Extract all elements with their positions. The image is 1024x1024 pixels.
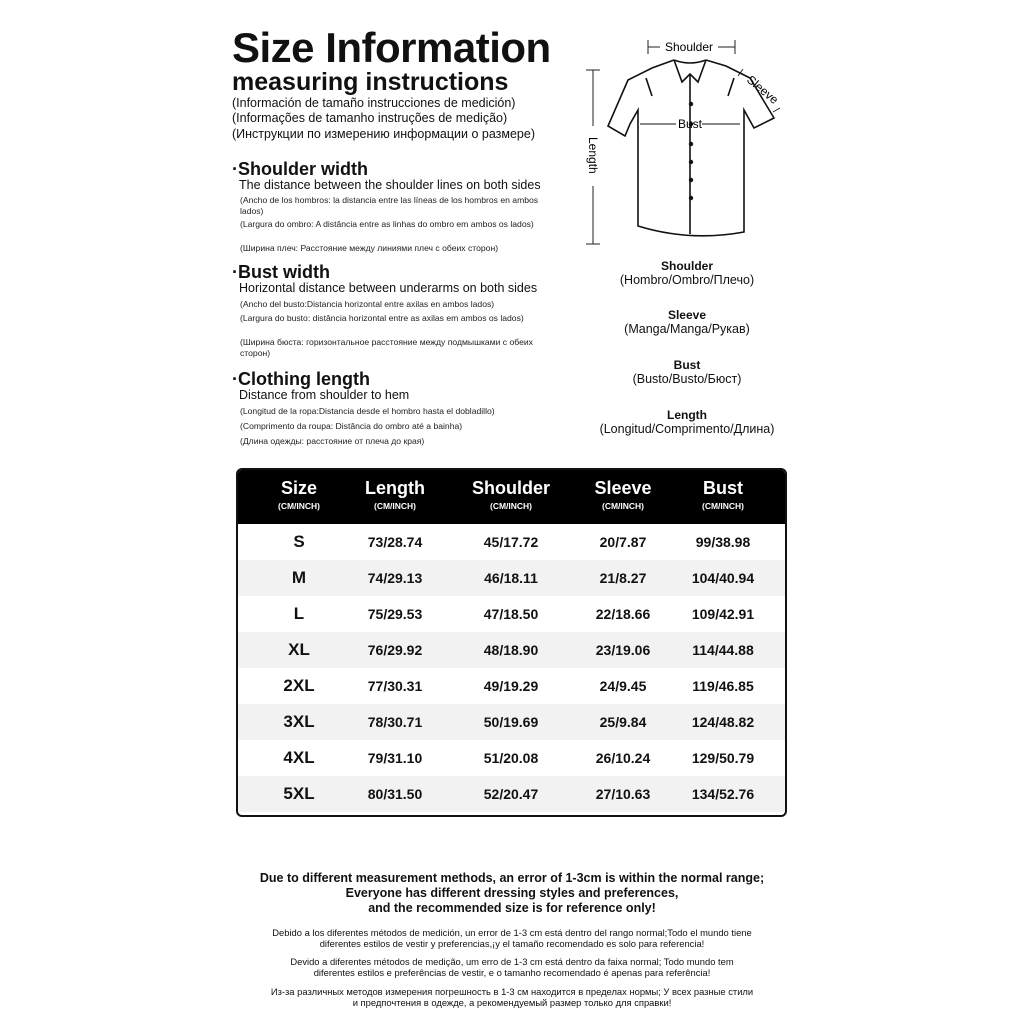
page-subtitle: measuring instructions (232, 68, 509, 96)
shoulder-width-desc: The distance between the shoulder lines on both sides (239, 178, 541, 192)
note-bold-line-1: Due to different measurement methods, an error of 1-3cm is within the normal range; (259, 871, 765, 885)
shoulder-width-heading: ·Shoulder width (232, 159, 368, 179)
header-sleeve: Sleeve (CM/INCH) (594, 478, 652, 511)
bust-width-pt: (Largura do busto: distância horizontal entre as axilas em ambos os lados) (240, 313, 524, 323)
subtitle-translation-ru: (Инструкции по измерению информации о размере) (232, 127, 535, 141)
clothing-length-es: (Longitud de la ropa:Distancia desde el hombro hasta el dobladillo) (240, 406, 495, 416)
page-title: Size Information (232, 24, 551, 71)
bust-width-heading: ·Bust width (232, 262, 330, 282)
shoulder-width-es: (Ancho de los hombros: la distancia entre las líneas de los hombros en ambos lados) (240, 195, 539, 216)
bust-width-es: (Ancho del busto:Distancia horizontal entre axilas en ambos lados) (240, 299, 495, 309)
size-table (236, 468, 787, 817)
bust-width-ru: (Ширина бюста: горизонтальное расстояние между подмышками с обеих сторон) (240, 337, 533, 358)
clothing-length-ru: (Длина одежды: расстояние от плеча до края) (240, 436, 425, 446)
clothing-length-heading: ·Clothing length (232, 369, 370, 389)
table-row: XL 76/29.92 48/18.90 23/19.06 114/44.88 (238, 632, 785, 668)
subtitle-translation-es: (Información de tamaño instrucciones de medición) (232, 96, 516, 110)
legend-translation: (Manga/Manga/Рукав) (624, 322, 750, 336)
length-diagram-label: Length (586, 137, 600, 174)
table-row: M 74/29.13 46/18.11 21/8.27 104/40.94 (238, 560, 785, 596)
legend-term: Shoulder (660, 259, 713, 273)
note-ru-line-1: Из-за различных методов измерения погрешность в 1-3 см находится в пределах нормы; У всех разные стили (270, 986, 754, 997)
note-pt-line-1: Devido a diferentes métodos de medição, um erro de 1-3 cm está dentro da faixa normal; Todo mundo tem (290, 956, 734, 967)
legend-translation: (Longitud/Comprimento/Длина) (599, 422, 775, 436)
size-table-header (238, 470, 785, 524)
header-length: Length (CM/INCH) (365, 478, 425, 511)
note-pt-line-2: diferentes estilos e preferências de vestir, e o tamanho recomendado é apenas para referência! (313, 967, 711, 978)
legend-term: Bust (673, 358, 701, 372)
table-row: S 73/28.74 45/17.72 20/7.87 99/38.98 (293, 532, 751, 551)
shoulder-diagram-label: Shoulder (664, 40, 714, 54)
note-bold-line-2: Everyone has different dressing styles and preferences, (345, 886, 679, 900)
header-size: Size (CM/INCH) (277, 478, 321, 511)
legend-translation: (Hombro/Ombro/Плечо) (619, 273, 755, 287)
header-bust: Bust (CM/INCH) (701, 478, 745, 511)
note-es-line-2: diferentes estilos de vestir y preferencias,¡y el tamaño recomendado es solo para referencia! (319, 938, 705, 949)
bust-width-desc: Horizontal distance between underarms on both sides (239, 281, 538, 295)
shoulder-width-ru: (Ширина плеч: Расстояние между линиями плеч с обеих сторон) (240, 243, 499, 253)
legend-term: Length (667, 408, 707, 422)
note-es-line-1: Debido a los diferentes métodos de medición, un error de 1-3 cm está dentro del rango normal;Todo el mundo tiene (272, 927, 752, 938)
table-row: 2XL 77/30.31 49/19.29 24/9.45 119/46.85 (283, 676, 754, 695)
shirt-measurement-diagram (580, 36, 800, 252)
clothing-length-desc: Distance from shoulder to hem (239, 388, 410, 402)
legend-shoulder (557, 259, 817, 287)
shoulder-width-pt: (Largura do ombro: A distância entre as linhas do ombro em ambos os lados) (240, 219, 534, 229)
table-row: 3XL 78/30.71 50/19.69 25/9.84 124/48.82 (238, 704, 785, 740)
note-ru-line-2: и предпочтения в одежде, а рекомендуемый размер только для справки! (352, 997, 672, 1008)
table-row: 4XL 79/31.10 51/20.08 26/10.24 129/50.79 (283, 748, 755, 767)
legend-term: Sleeve (667, 308, 707, 322)
subtitle-translation-pt: (Informações de tamanho instruções de medição) (232, 111, 508, 125)
clothing-length-pt: (Comprimento da roupa: Distância do ombro até a bainha) (240, 421, 463, 431)
bust-diagram-label: Bust (677, 117, 703, 131)
legend-bust (557, 358, 817, 386)
legend-translation: (Busto/Busto/Бюст) (632, 372, 742, 386)
table-row: L 75/29.53 47/18.50 22/18.66 109/42.91 (293, 604, 755, 623)
note-bold-line-3: and the recommended size is for reference only! (368, 901, 656, 915)
legend-sleeve (557, 308, 817, 336)
legend-length (557, 408, 817, 436)
sleeve-diagram-label: Sleeve (744, 72, 782, 107)
table-row: 5XL 80/31.50 52/20.47 27/10.63 134/52.76 (238, 776, 785, 812)
header-shoulder: Shoulder (CM/INCH) (471, 478, 550, 511)
